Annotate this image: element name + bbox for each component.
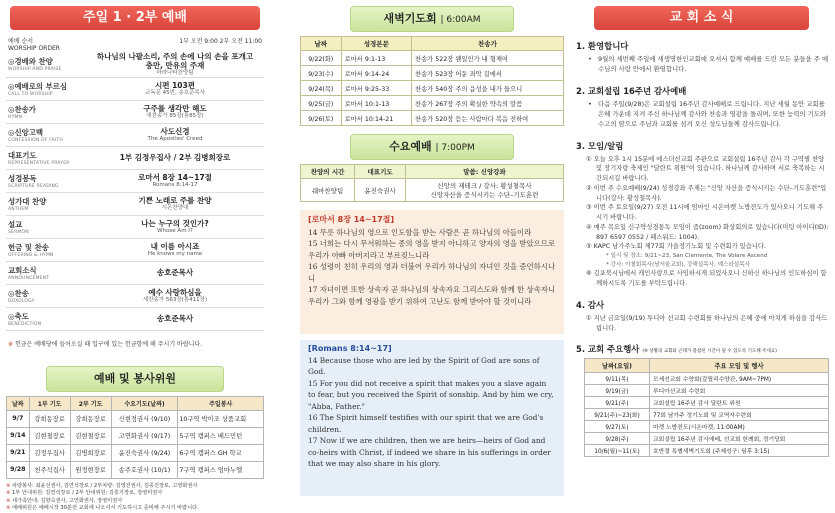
order-item-name: 교회소식	[8, 265, 37, 275]
events-table	[584, 358, 829, 457]
dawn-cell: 로마서 9:25-33	[341, 81, 411, 96]
order-item-label	[6, 311, 86, 327]
order-item-content	[86, 173, 264, 189]
worship-order-list	[6, 52, 264, 331]
dawn-cell: 찬송가 540장 주의 음성을 내가 들으니	[411, 81, 563, 96]
volunteers-cell: 강희동장로	[70, 410, 111, 427]
events-desc: 77회 남가주 정기노회 및 교역자수련회	[650, 409, 829, 421]
events-desc: 마켓 노방전도(시온마켓, 11:00AM)	[650, 421, 829, 433]
order-row	[6, 78, 264, 101]
worship-banner: 주일 1 · 2부 예배	[10, 6, 260, 30]
order-item-label	[6, 104, 86, 120]
order-item-name: ◎찬송	[8, 288, 29, 298]
volunteer-note-text: 1부 안내위원: 김연석장로 / 2부 안내위원: 김흥기장로, 장영미권사	[12, 490, 163, 497]
order-item-main: 송호준목사	[156, 314, 194, 324]
order-item-sub: 새찬송가 85장(통85장)	[146, 112, 204, 119]
order-item-content	[86, 196, 264, 212]
order-item-label	[6, 242, 86, 258]
events-date: 9/19(금)	[585, 385, 650, 397]
volunteers-cell: 천주석집사	[29, 461, 70, 478]
dawn-cell: 로마서 10:14-21	[341, 111, 411, 126]
volunteers-header: 주일봉사	[178, 396, 264, 410]
order-item-label	[6, 219, 86, 235]
note-marker: ※	[6, 490, 12, 497]
events-row	[585, 385, 829, 397]
volunteers-cell: 9/14	[7, 427, 30, 444]
order-item-name-en: WORSHIP AND PRAISE	[8, 67, 62, 73]
order-row	[6, 216, 264, 239]
order-item-content	[86, 219, 264, 235]
order-item-name: 성가대 찬양	[8, 196, 47, 206]
order-item-content	[86, 81, 264, 97]
volunteers-cell: 강희동장로	[29, 410, 70, 427]
verse-en: 14 Because those who are led by the Spirit of God are sons of God.	[308, 356, 540, 377]
volunteers-row	[7, 427, 264, 444]
order-item-name: 헌금 및 찬송	[8, 242, 49, 252]
dawn-cell: 찬송가 523장 어둔 죄악 길에서	[411, 66, 563, 81]
dawn-cell: 9/24(목)	[301, 81, 342, 96]
order-item-name: ◎신앙고백	[8, 127, 44, 137]
volunteer-note-text: 새가족안내: 김향숙권사, 고연화권사, 장영미권사	[12, 497, 123, 504]
volunteers-cell: 9/7	[7, 410, 30, 427]
events-desc: 교회설립 16주년 감사예배, 선교회 헌례회, 정기당회	[650, 433, 829, 445]
order-item-sub: He knows my name	[147, 250, 203, 257]
scripture-ref-en: [Romans 8:14~17]	[308, 344, 392, 353]
worship-column	[0, 0, 270, 512]
order-row	[6, 124, 264, 147]
volunteers-cell: 10구역 박이조 상품교회	[178, 410, 264, 427]
order-row	[6, 193, 264, 216]
order-item-name: ◎예배로의 부르심	[8, 81, 67, 91]
order-item-content	[86, 104, 264, 120]
meeting-subitem: * 일시 및 장소: 9/21~23, San Clemente, The Volare Ascend	[606, 253, 768, 260]
events-date: 9/28(주)	[585, 433, 650, 445]
volunteers-header: 2부 기도	[70, 396, 111, 410]
wednesday-cell: 쉐마찬양팀	[301, 179, 355, 202]
offering-note: ※ 헌금은 예배당에 들어오실 때 입구에 있는 헌금함에 해 주시기 바랍니다.	[8, 340, 203, 348]
dawn-cell: 9/26(토)	[301, 111, 342, 126]
order-item-label	[6, 173, 86, 189]
volunteers-cell: 윤진숙권사 (9/24)	[111, 444, 178, 461]
dawn-prayer-table	[300, 36, 564, 126]
verse-en: 17 Now if we are children, then we are heirs—heirs of God and co-heirs with Christ, if indeed we share in his sufferings in order that we may also share in his glory.	[308, 436, 551, 469]
order-item-name: 대표기도	[8, 150, 37, 160]
section-welcome-title: 1. 환영합니다	[576, 41, 629, 51]
order-item-sub: 새찬송가 563장(통411장)	[142, 296, 208, 303]
order-item-sub: 마라나타찬양팀	[156, 70, 194, 76]
volunteers-cell: 9/28	[7, 461, 30, 478]
dawn-banner: 새벽기도회 | 6:00AM	[350, 6, 514, 32]
dawn-cell: 9/25(금)	[301, 96, 342, 111]
events-date: 9/11(목)	[585, 373, 650, 385]
order-item-content	[86, 288, 264, 304]
volunteer-note	[6, 505, 264, 513]
dawn-cell: 9/22(화)	[301, 51, 342, 66]
dawn-row	[301, 51, 564, 66]
note-marker: ※	[6, 505, 12, 512]
order-item-label	[6, 56, 86, 72]
volunteers-cell: 5구역 캠퍼스 배드민턴	[178, 427, 264, 444]
order-item-label	[6, 288, 86, 304]
order-item-name: ◎경배와 찬양	[8, 57, 53, 67]
dawn-cell: 찬송가 520장 듣는 사람마다 복음 전하여	[411, 111, 563, 126]
order-item-main: 사도신경	[160, 126, 190, 136]
order-item-name-en: SCRIPTURE READING	[8, 183, 59, 189]
wednesday-header: 대표기도	[355, 165, 406, 179]
volunteer-note	[6, 483, 264, 491]
order-item-name-en: CONFESSION OF FAITH	[8, 137, 63, 143]
section-anniversary-title: 2. 교회설립 16주년 감사예배	[576, 85, 687, 96]
order-item-content	[86, 268, 264, 277]
verse-en: 16 The Spirit himself testifies with our spirit that we are God's children.	[308, 413, 544, 434]
section-thanks-title: 4. 감사	[576, 299, 605, 310]
volunteers-cell: 김병희장로	[70, 444, 111, 461]
section-thanks-body: ① 지난 금요일(9/19) 투디아 선교회 수련회를 하나님의 은혜 중에 마치게 하심을 감사드립니다.	[586, 314, 828, 332]
events-date: 9/21(주)	[585, 397, 650, 409]
order-item-main: 나는 누구의 것인가?	[141, 218, 209, 228]
note-marker: ※	[6, 482, 12, 489]
order-row	[6, 101, 264, 124]
order-item-main: 예수 사랑하심을	[148, 287, 202, 297]
volunteers-cell: 김현철장로	[70, 427, 111, 444]
prayer-column	[300, 0, 564, 507]
order-item-main: 로마서 8장 14~17절	[138, 172, 212, 182]
order-item-sub: 교독문 45번, 송호준목사	[144, 89, 206, 96]
order-item-label	[6, 150, 86, 166]
volunteers-cell: 김현철장로	[29, 427, 70, 444]
volunteer-note	[6, 490, 264, 498]
news-banner: 교 회 소 식	[594, 6, 809, 30]
wednesday-header: 말씀: 신앙강좌	[406, 165, 564, 179]
volunteers-row	[7, 410, 264, 427]
order-item-label	[6, 196, 86, 212]
volunteers-cell: 7구역 캠퍼스 엄마누엘	[178, 461, 264, 478]
order-row	[6, 262, 264, 285]
volunteers-cell: 김정우집사	[29, 444, 70, 461]
verse-ko: 15 너희는 다시 무서워하는 종의 영을 받지 아니하고 양자의 영을 받았으므로 우리가 아빠 아버지라고 부르짖느니라	[308, 239, 556, 260]
order-item-label	[6, 127, 86, 143]
order-row	[6, 239, 264, 262]
meeting-subitem: * 강사: 이철회목사(남서울교회), 강해설목사, 예스라설목사	[606, 261, 750, 268]
volunteers-header: 수요기도(날짜)	[111, 396, 178, 410]
volunteers-header: 날짜	[7, 396, 30, 410]
meeting-item: ⑤ KAPC 남가주노회 제77회 가을정기노회 및 수련회가 있습니다.	[586, 243, 767, 251]
order-item-name-en: SERMON	[8, 229, 29, 235]
order-item-name: ◎찬송가	[8, 104, 36, 114]
order-item-content	[86, 242, 264, 258]
order-label: 예배 순서 WORSHIP ORDER	[8, 38, 60, 52]
order-item-main: 하나님의 나팔소리, 주의 손에 나의 손을 포개고 충만, 만유의 주재	[96, 52, 254, 70]
events-header: 주요 모임 및 행사	[650, 359, 829, 373]
section-welcome-body: • 9월의 세번째 주일에 새생명한인교회에 오셔서 함께 예배를 드린 모든 분들을 주 예수님의 사랑 안에서 환영합니다.	[588, 55, 829, 75]
volunteers-row	[7, 444, 264, 461]
order-item-name-en: ANNOUNCEMENT	[8, 275, 50, 281]
order-item-name: 성경봉독	[8, 173, 37, 183]
order-item-main: 시편 103편	[154, 80, 195, 90]
verse-en: 15 For you did not receive a spirit that makes you a slave again to fear, but you received the Spirit of sonship. And by him we cry, "Abba, Father."	[308, 378, 554, 411]
order-item-main: 1부 김정우집사 / 2부 김병희장로	[119, 153, 231, 163]
news-column	[570, 0, 835, 507]
dawn-header: 성경본문	[341, 37, 411, 51]
order-item-sub: 시온찬양대	[161, 204, 189, 211]
dawn-header: 찬송가	[411, 37, 563, 51]
dawn-cell: 찬송가 522장 웬일인가 내 형제여	[411, 51, 563, 66]
verse-ko: 14 무릇 하나님의 영으로 인도함을 받는 사람은 곧 하나님의 아들이라	[308, 228, 532, 237]
volunteers-row	[7, 461, 264, 478]
volunteers-header: 1부 기도	[29, 396, 70, 410]
meetings-list	[586, 155, 829, 289]
service-times: 1부 오전 9:00 2부 오전 11:00	[179, 38, 262, 45]
order-item-name-en: CALL TO WORSHIP	[8, 91, 53, 97]
order-item-sub: Romans 8:14-17	[152, 181, 198, 188]
order-row	[6, 170, 264, 193]
wednesday-cell: 윤진숙권사	[355, 179, 406, 202]
wednesday-cell: 신앙의 재테크 / 강사: 황성철목사 신앙자산을 증식시키는 수단–기도훈련	[406, 179, 564, 202]
order-item-label	[6, 265, 86, 281]
events-date: 9/21(주)~23(화)	[585, 409, 650, 421]
events-row	[585, 373, 829, 385]
volunteers-cell: 신현정권사 (9/10)	[111, 410, 178, 427]
events-desc: 루디아선교회 수련회	[650, 385, 829, 397]
volunteers-banner: 예배 및 봉사위원	[46, 366, 224, 392]
events-row	[585, 409, 829, 421]
volunteers-cell: 송주호권사 (10/1)	[111, 461, 178, 478]
scripture-korean	[300, 210, 564, 334]
section-anniversary-body: • 다음 주일(9/28)은 교회설립 16주년 감사예배로 드립니다. 지난 세월 동안 교회를 은혜 가운데 지켜 주신 하나님께 감사와 찬송과 영광을 돌리며, 또한 능력의 기도와 수고의 땀으로 주님과 교회를 섬겨 오신 성도님들께 감사드립니다.	[588, 100, 829, 130]
order-item-name-en: ANTHEM	[8, 206, 29, 212]
dawn-header: 날짜	[301, 37, 342, 51]
wednesday-header: 찬양의 시간	[301, 165, 355, 179]
section-meetings-title: 3. 모임/알림	[576, 140, 624, 151]
order-item-name-en: DOXOLOGY	[8, 298, 35, 304]
order-item-name-en: REPRESENTATIVE PRAYER	[8, 160, 70, 166]
events-desc: 모세선교회 수양회(갈릴리수양관, 9AM~7PM)	[650, 373, 829, 385]
meeting-item: ① 오늘 오후 1시 15분에 에스더선교회 주관으로 교회설립 16주년 감사 각 구역별 찬양 및 장기자랑 축제인 "달란트 위원"이 있습니다. 하나님께 감사하며 서로 축복하는 시간되시길 바랍니다.	[586, 155, 825, 183]
events-row	[585, 397, 829, 409]
volunteers-cell: 9/21	[7, 444, 30, 461]
events-date: 9/27(토)	[585, 421, 650, 433]
order-item-name-en: HYMN	[8, 114, 23, 120]
order-row	[6, 308, 264, 331]
dawn-row	[301, 96, 564, 111]
order-item-label	[6, 81, 86, 97]
volunteers-cell: 고연화권사 (9/17)	[111, 427, 178, 444]
order-item-content	[86, 127, 264, 143]
scripture-english	[300, 340, 564, 496]
wednesday-table	[300, 164, 564, 202]
order-item-main: 기쁜 노래로 주를 찬양	[138, 195, 212, 205]
dawn-cell: 로마서 9:14-24	[341, 66, 411, 81]
volunteer-notes	[6, 483, 264, 513]
order-row	[6, 285, 264, 308]
order-item-sub: The Apostles' Creed	[147, 135, 203, 142]
order-item-name-en: BENEDICTION	[8, 321, 42, 327]
dawn-row	[301, 81, 564, 96]
order-item-content	[86, 153, 264, 162]
events-desc: 교회설립 16주년 감사 달란트 위원	[650, 397, 829, 409]
events-row	[585, 433, 829, 445]
events-row	[585, 421, 829, 433]
scripture-ref-ko: [로마서 8장 14~17절]	[308, 215, 395, 224]
order-row	[6, 147, 264, 170]
order-item-sub: Whose Am I?	[157, 227, 193, 234]
dawn-row	[301, 111, 564, 126]
volunteer-note-text: 차량봉사: 최윤선권사, 김연석장로 / 2부차량: 김영진권사, 김종진장로, 고영화권사	[12, 482, 198, 489]
volunteers-cell: 6구역 캠퍼스 GH 학교	[178, 444, 264, 461]
order-header	[6, 36, 264, 52]
order-row	[6, 52, 264, 78]
order-item-content	[86, 314, 264, 323]
order-item-name: 설교	[8, 219, 23, 229]
dawn-cell: 찬송가 267장 주의 확실한 약속의 말씀	[411, 96, 563, 111]
order-item-content	[86, 52, 264, 77]
meeting-item: ② 이번 주 수요예배(9/24) 성경강좌 주제는 "신앙 자산을 증식시키는 수단–기도훈련"입니다(강사: 황성철목사).	[586, 184, 827, 202]
volunteer-note-text: 예배위원은 예배시작 30분전 교회에 나오셔서 기도하시고 준비해 주시기 바랍니다.	[12, 505, 199, 512]
meeting-item: ③ 이번 주 토요일(9/27) 오전 11시에 엄마인 시온마켓 노방전도가 있사오니 기도해 주시기 바랍니다.	[586, 204, 824, 222]
order-item-main: 구주를 생각만 해도	[143, 103, 207, 113]
order-item-main: 송호준목사	[156, 268, 194, 278]
events-desc: 호반절 특별새벽기도회 (주제성구: 딤후 3:15)	[650, 445, 829, 457]
dawn-cell: 로마서 9:1-13	[341, 51, 411, 66]
meeting-item: ⑥ 김포북시님에서 캐인사랑으로 사임하시게 되었사오니 신하신 하나님의 인도하심이 함께하시도록 기도를 부탁드립니다.	[586, 270, 827, 288]
events-row	[585, 445, 829, 457]
events-header: 날짜(요일)	[585, 359, 650, 373]
order-item-name: ◎축도	[8, 311, 29, 321]
order-item-main: 내 이름 아시죠	[150, 241, 200, 251]
verse-ko: 17 자녀이면 또한 상속자 곧 하나님의 상속자요 그리스도와 함께 한 상속자니 우리가 그와 함께 영광을 받기 위하여 고난도 함께 받아야 할 것이니라	[308, 285, 556, 306]
dawn-row	[301, 66, 564, 81]
section-events-title: 5. 교회 주요행사 (※ 상황의 교회와 근래가 불참된 시간이 될 수 있도록 기도해 주세요)	[576, 344, 777, 355]
note-marker: ※	[6, 497, 12, 504]
dawn-cell: 9/23(수)	[301, 66, 342, 81]
meeting-item: ④ 매주 목요일 신구약성경통독 모임이 줌(zoom) 화상회의로 있습니다(미팅 아이디(ID): 897 6597 0552 / 패스워드: 1004).	[586, 223, 829, 241]
verse-ko: 16 성령이 친히 우리의 영과 더불어 우리가 하나님의 자녀인 것을 증언하시나니	[308, 262, 556, 283]
volunteers-table	[6, 396, 264, 479]
order-item-name-en: OFFERING & HYMN	[8, 252, 54, 258]
volunteers-cell: 원정현장로	[70, 461, 111, 478]
events-date: 10/6(월)~11(토)	[585, 445, 650, 457]
wednesday-banner: 수요예배 | 7:00PM	[350, 134, 514, 160]
dawn-cell: 로마서 10:1-13	[341, 96, 411, 111]
